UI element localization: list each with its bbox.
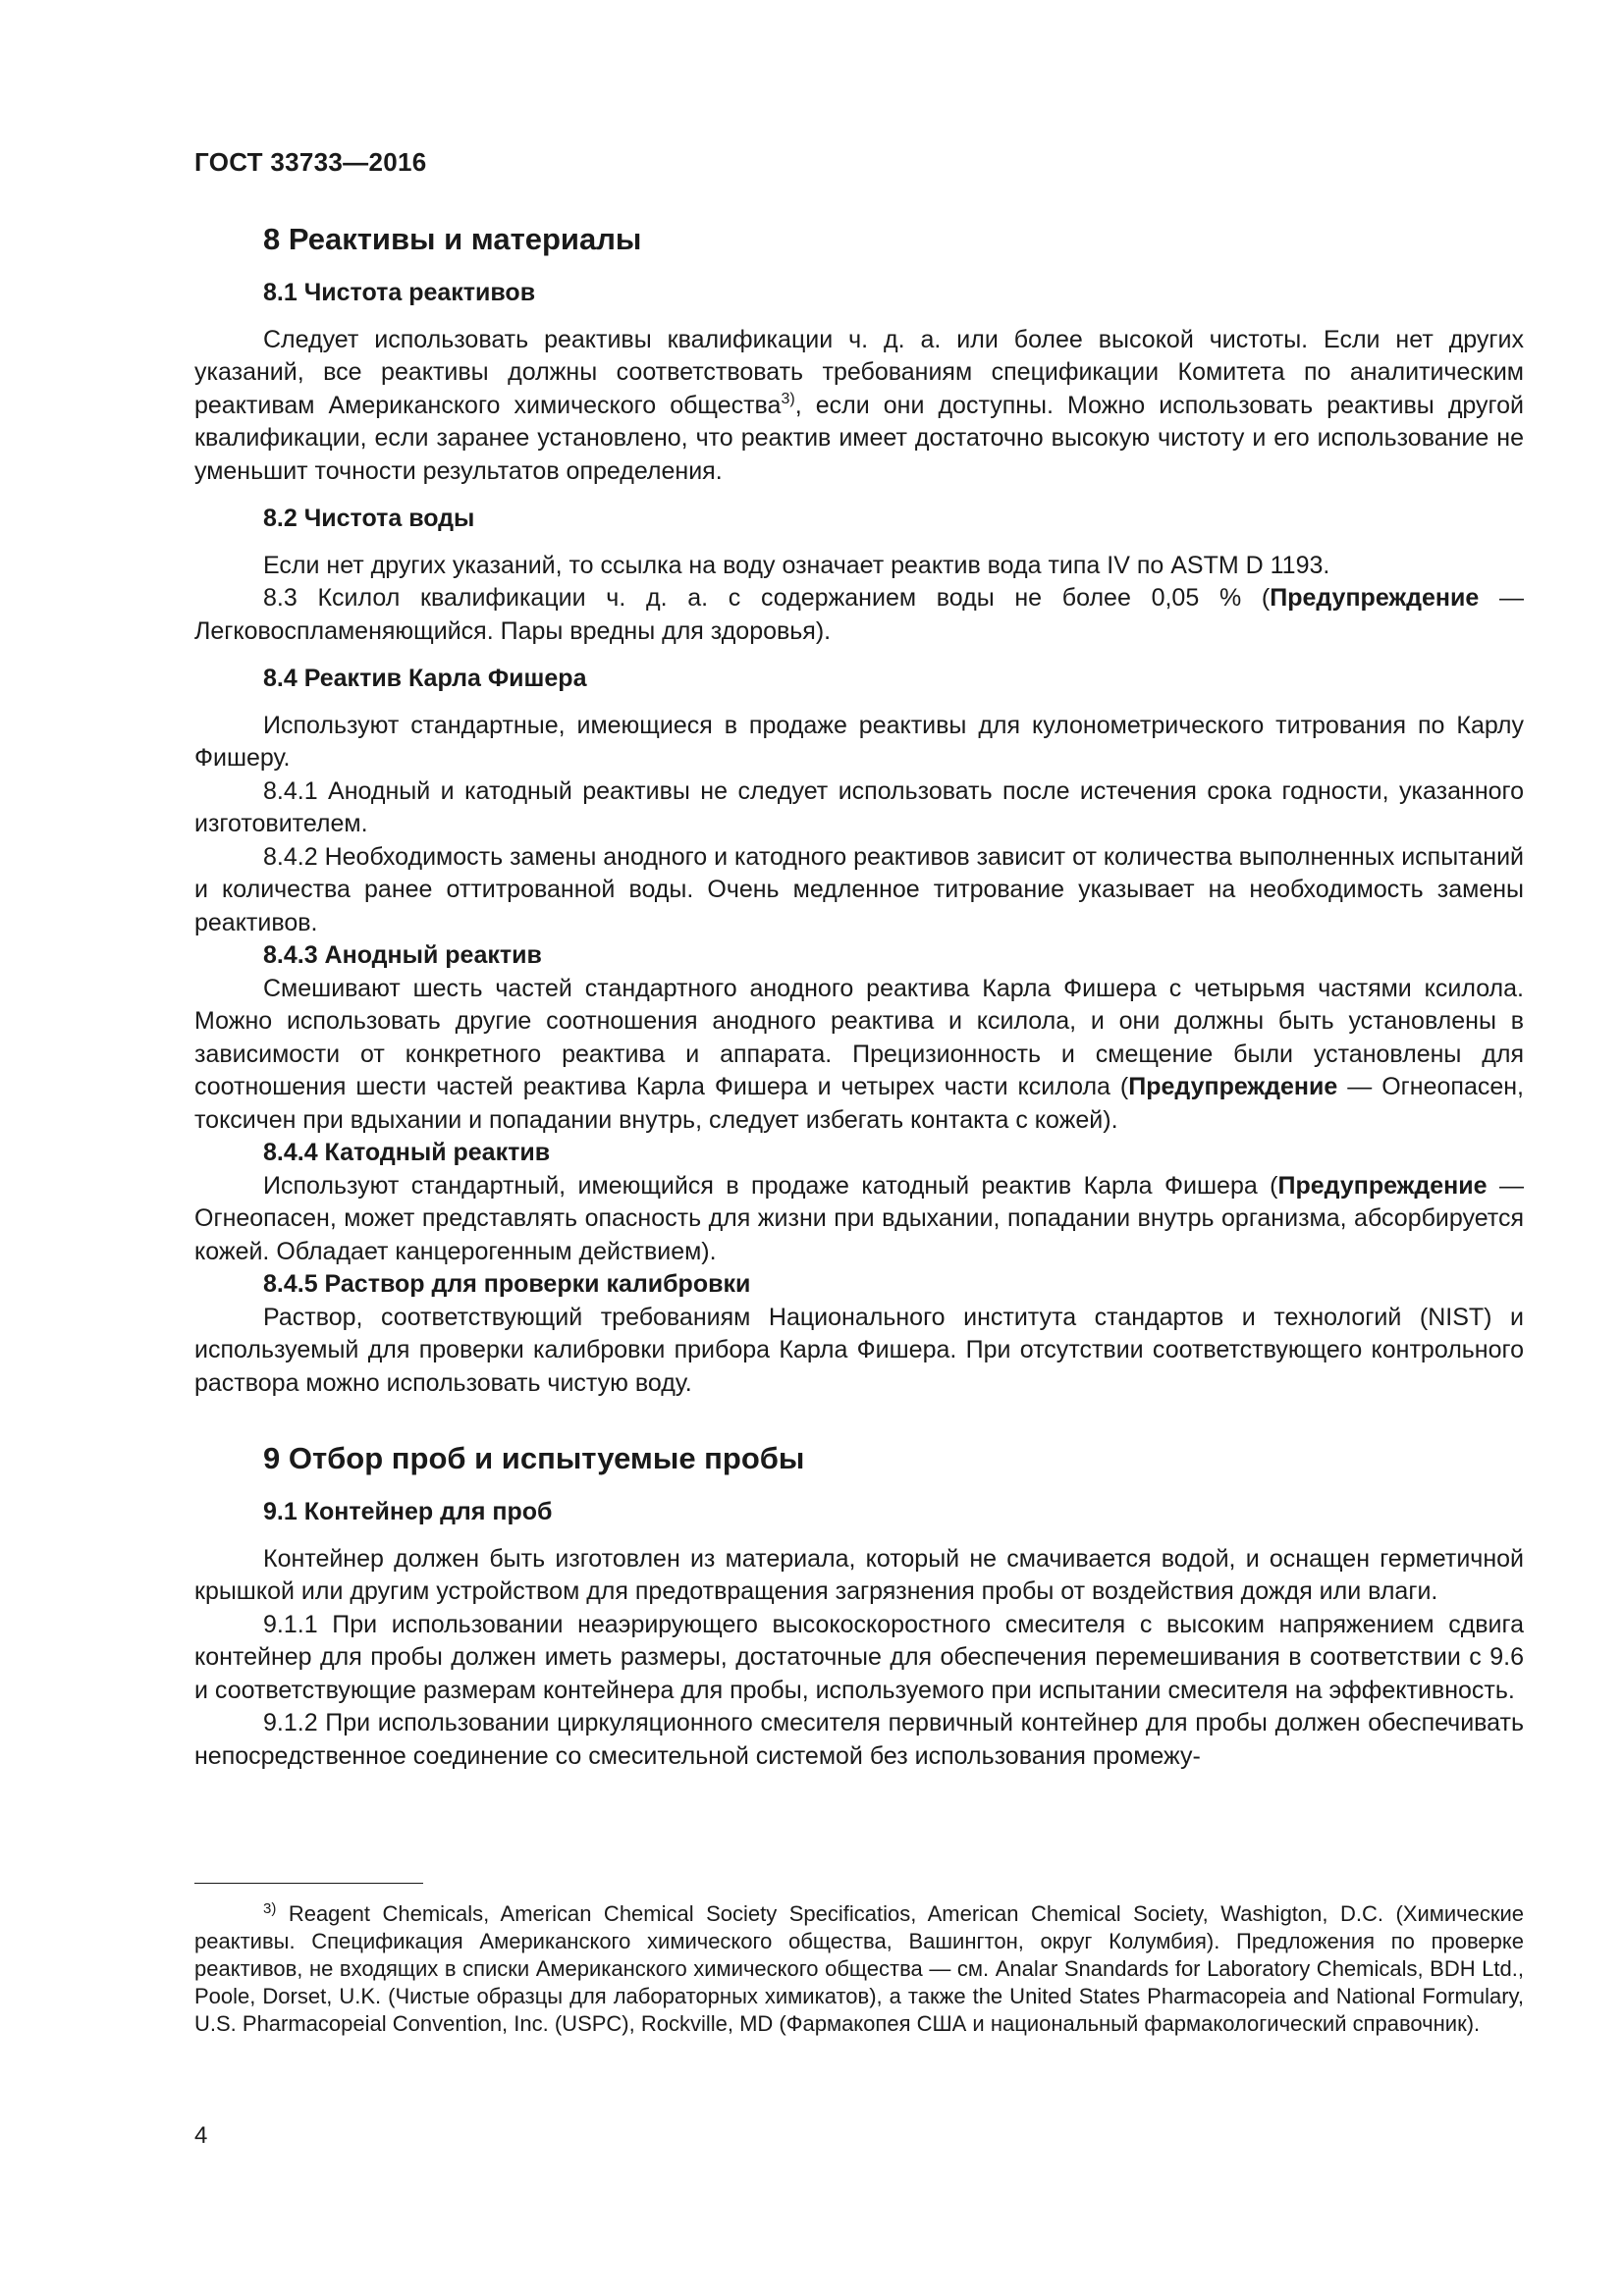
footnote-marker: 3)	[263, 1900, 277, 1917]
section-9-1-paragraph: Контейнер должен быть изготовлен из материала, который не смачивается водой, и оснащен герметичной крышкой или другим устройством для предотвращения загрязнения пробы от воздействия дождя или влаги.	[194, 1544, 1524, 1605]
footnote: $^{3)}$ Reagent Chemicals, American Chemical Society Specificatios, American Chemical Society, Washigton, D.C. (Химические реактивы. Спецификация Американского химического общества, Вашингтон, округ Колумбия). Предложения по проверке реактивов, не входящих в списки Американского химического общества — см. Analar Snandards for Laboratory Chemicals, BDH Ltd., Poole, Dorset, U.K. (Чистые образцы для лабораторных химикатов), а также the United States Pharmacopeia and National Formulary, U.S. Pharmacopeial Convention, Inc. (USPC), Rockville, MD (Фармакопея США и национальный фармакологический справочник).	[194, 1900, 1524, 2036]
section-9-1-1-paragraph: 9.1.1 При использовании неаэрирующего высокоскоростного смесителя с высоким напряжением сдвига контейнер для пробы должен иметь размеры, достаточные для обеспечения перемешивания в соответствии с 9.6 и соответствующие размерам контейнера для пробы, используемого при испытании смесителя на эффективность.	[194, 1610, 1524, 1704]
section-8-4-4-heading: 8.4.4 Катодный реактив	[263, 1139, 551, 1166]
section-8-4-3-paragraph: Смешивают шесть частей стандартного анодного реактива Карла Фишера с четырьмя частями ксилола. Можно использовать другие соотношения анодного реактива и ксилола, и они должны быть установлены в зависимости от конкретного реактива и аппарата. Прецизионность и смещение были установлены для соотношения шести частей реактива Карла Фишера и четырех части ксилола (Предупреждение — Огнеопасен, токсичен при вдыхании и попадании внутрь, следует избегать контакта с кожей).	[194, 974, 1524, 1134]
section-9-1-2-paragraph: 9.1.2 При использовании циркуляционного смесителя первичный контейнер для пробы должен обеспечивать непосредственное соединение со смесительной системой без использования промежу-	[194, 1709, 1524, 1770]
section-8-4-4-paragraph: Используют стандартный, имеющийся в продаже катодный реактив Карла Фишера (Предупреждение — Огнеопасен, может представлять опасность для жизни при вдыхании, попадании внутрь организма, абсорбируется кожей. Обладает канцерогенным действием).	[194, 1171, 1524, 1265]
footnote-separator	[194, 1883, 423, 1884]
section-8-4-5-heading: 8.4.5 Раствор для проверки калибровки	[263, 1270, 751, 1298]
section-8-1-heading: 8.1 Чистота реактивов	[263, 279, 536, 306]
page-number: 4	[194, 2122, 208, 2149]
section-8-title: 8 Реактивы и материалы	[263, 222, 642, 256]
section-8-4-heading: 8.4 Реактив Карла Фишера	[263, 665, 587, 692]
document-header: ГОСТ 33733—2016	[194, 147, 427, 177]
section-8-4-1-paragraph: 8.4.1 Анодный и катодный реактивы не следует использовать после истечения срока годности, указанного изготовителем.	[194, 776, 1524, 837]
section-9-1-heading: 9.1 Контейнер для проб	[263, 1498, 553, 1525]
section-8-3-paragraph: 8.3 Ксилол квалификации ч. д. а. с содержанием воды не более 0,05 % (Предупреждение — Легковоспламеняющийся. Пары вредны для здоровья).	[194, 584, 1524, 645]
section-8-2-paragraph: Если нет других указаний, то ссылка на воду означает реактив вода типа IV по ASTM D 1193.	[263, 551, 1330, 579]
section-8-2-heading: 8.2 Чистота воды	[263, 505, 475, 532]
section-8-4-5-paragraph: Раствор, соответствующий требованиям Национального института стандартов и технологий (NIST) и используемый для проверки калибровки прибора Карла Фишера. При отсутствии соответствующего контрольного раствора можно использовать чистую воду.	[194, 1303, 1524, 1397]
section-9-title: 9 Отбор проб и испытуемые пробы	[263, 1441, 805, 1475]
section-8-4-3-heading: 8.4.3 Анодный реактив	[263, 941, 542, 969]
section-8-1-paragraph: Следует использовать реактивы квалификации ч. д. а. или более высокой чистоты. Если нет других указаний, все реактивы должны соответствовать требованиям спецификации Комитета по аналитическим реактивам Американского химического общества$^{3)}$, если они доступны. Можно использовать реактивы другой квалификации, если заранее установлено, что реактив имеет достаточно высокую чистоту и его использование не уменьшит точности результатов определения.	[194, 325, 1524, 485]
document-body	[194, 220, 1524, 1773]
section-8-4-paragraph: Используют стандартные, имеющиеся в продаже реактивы для кулонометрического титрования по Карлу Фишеру.	[194, 711, 1524, 772]
section-8-4-2-paragraph: 8.4.2 Необходимость замены анодного и катодного реактивов зависит от количества выполненных испытаний и количества ранее оттитрованной воды. Очень медленное титрование указывает на необходимость замены реактивов.	[194, 842, 1524, 936]
footnote-ref[interactable]: 3)	[781, 390, 795, 407]
